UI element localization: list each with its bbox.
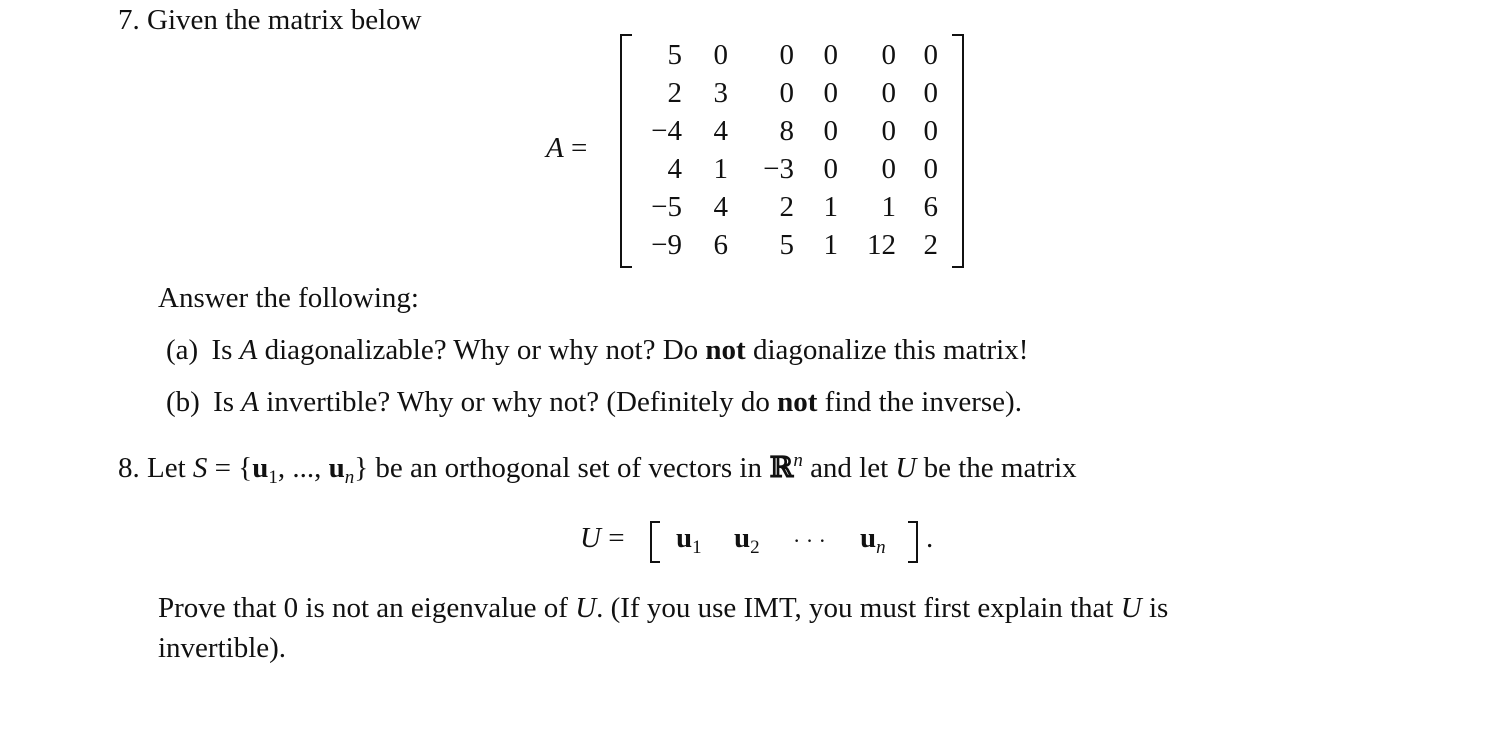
problem-8-statement [118,450,1077,488]
matrix-cell: 0 [823,153,838,185]
part-b-label: (b) [166,386,200,418]
prove-text-3: is [1148,592,1169,624]
u-column-1 [676,522,702,558]
u-matrix-left-bracket [650,521,660,563]
matrix-cell: −9 [651,229,682,261]
u-column-2-sub: 2 [750,537,760,558]
reals-symbol: ℝ [769,450,794,484]
matrix-cell: 0 [823,77,838,109]
problem-7-number: 7. [118,4,140,36]
part-b-text-3: find the inverse). [824,386,1022,418]
matrix-cell: 0 [881,153,896,185]
set-equals: = [214,452,232,484]
part-b-text-1: Is [213,386,235,418]
matrix-cell: 0 [923,115,938,147]
u-column-1-letter: u [676,522,693,554]
right-brace: } [354,452,369,484]
matrix-cell: 0 [923,39,938,71]
part-b-text-2: invertible? Why or why not? (Definitely do [266,386,770,418]
matrix-cell: 12 [867,229,896,261]
problem-8-text-4: be the matrix [923,452,1077,484]
part-a [166,334,1028,367]
comma-dots: , ..., [277,452,329,484]
u-matrix-right-bracket [908,521,918,563]
vector-un-sub: n [344,467,355,488]
u-column-n-letter: u [860,522,877,554]
matrix-cell: 0 [823,115,838,147]
matrix-cell: 6 [713,229,728,261]
matrix-cell: 5 [667,39,682,71]
matrix-cell: 3 [713,77,728,109]
matrix-cell: 0 [779,77,794,109]
matrix-cell: 0 [881,39,896,71]
matrix-cell: 1 [823,229,838,261]
matrix-cell: 6 [923,191,938,223]
matrix-cell: 1 [823,191,838,223]
problem-7-heading [118,4,422,37]
matrix-cell: 0 [779,39,794,71]
part-a-text-2: diagonalizable? Why or why not? Do [264,334,699,366]
problem-8-text-1: Let [147,452,186,484]
u-equation-equals: = [608,522,625,554]
matrix-right-bracket [952,34,964,268]
part-b-bold: not [777,386,818,418]
matrix-cell: 1 [881,191,896,223]
matrix-cell: 0 [923,77,938,109]
matrix-u-variable: U [895,452,917,484]
prove-line-1 [158,592,1168,625]
u-column-2 [734,522,760,558]
matrix-cell: 1 [713,153,728,185]
matrix-cell: 4 [713,191,728,223]
prove-var-1: U [575,592,597,624]
part-b-var: A [241,386,259,418]
left-brace: { [238,452,253,484]
part-a-text-1: Is [211,334,233,366]
part-a-label: (a) [166,334,199,366]
answer-prompt: Answer the following: [158,282,419,314]
matrix-cell: 2 [923,229,938,261]
matrix-cell: −4 [651,115,682,147]
u-column-n [860,522,886,558]
part-a-var: A [239,334,258,366]
matrix-a [620,34,964,266]
matrix-cell: 0 [881,115,896,147]
reals-exponent: n [793,450,803,471]
matrix-cell: 0 [823,39,838,71]
u-column-1-sub: 1 [692,537,702,558]
prove-text-2: . (If you use IMT, you must first explain that [596,592,1114,624]
set-variable: S [192,452,208,484]
u-column-2-letter: u [734,522,751,554]
prove-text-1: Prove that 0 is not an eigenvalue of [158,592,568,624]
problem-8-text-2: be an orthogonal set of vectors in [375,452,762,484]
vector-u1: u [252,452,269,484]
u-column-n-sub: n [876,537,886,558]
matrix-cell: 0 [713,39,728,71]
matrix-cell: 0 [881,77,896,109]
matrix-lhs [546,132,587,165]
vector-u1-sub: 1 [268,467,278,488]
matrix-cell: 5 [779,229,794,261]
u-equation-var: U [580,522,601,554]
matrix-equals: = [570,132,588,164]
matrix-cell: −5 [651,191,682,223]
matrix-cell: 2 [667,77,682,109]
matrix-cell: 0 [923,153,938,185]
matrix-left-bracket [620,34,632,268]
problem-7-intro: Given the matrix below [147,4,422,36]
part-a-bold: not [705,334,746,366]
matrix-cell: 8 [779,115,794,147]
matrix-cell: 2 [779,191,794,223]
u-equation-lhs [580,522,625,555]
prove-var-2: U [1120,592,1142,624]
problem-8-text-3: and let [810,452,889,484]
matrix-cell: 4 [713,115,728,147]
part-a-text-3: diagonalize this matrix! [752,334,1029,366]
matrix-label: A [546,132,564,164]
matrix-cell: −3 [763,153,794,185]
part-b [166,386,1022,419]
vector-un: u [328,452,345,484]
matrix-cell: 4 [667,153,682,185]
prove-line-2: invertible). [158,632,287,664]
problem-8-number: 8. [118,452,140,484]
u-equation-period: . [926,522,934,554]
u-cdots: · · · [793,528,826,553]
